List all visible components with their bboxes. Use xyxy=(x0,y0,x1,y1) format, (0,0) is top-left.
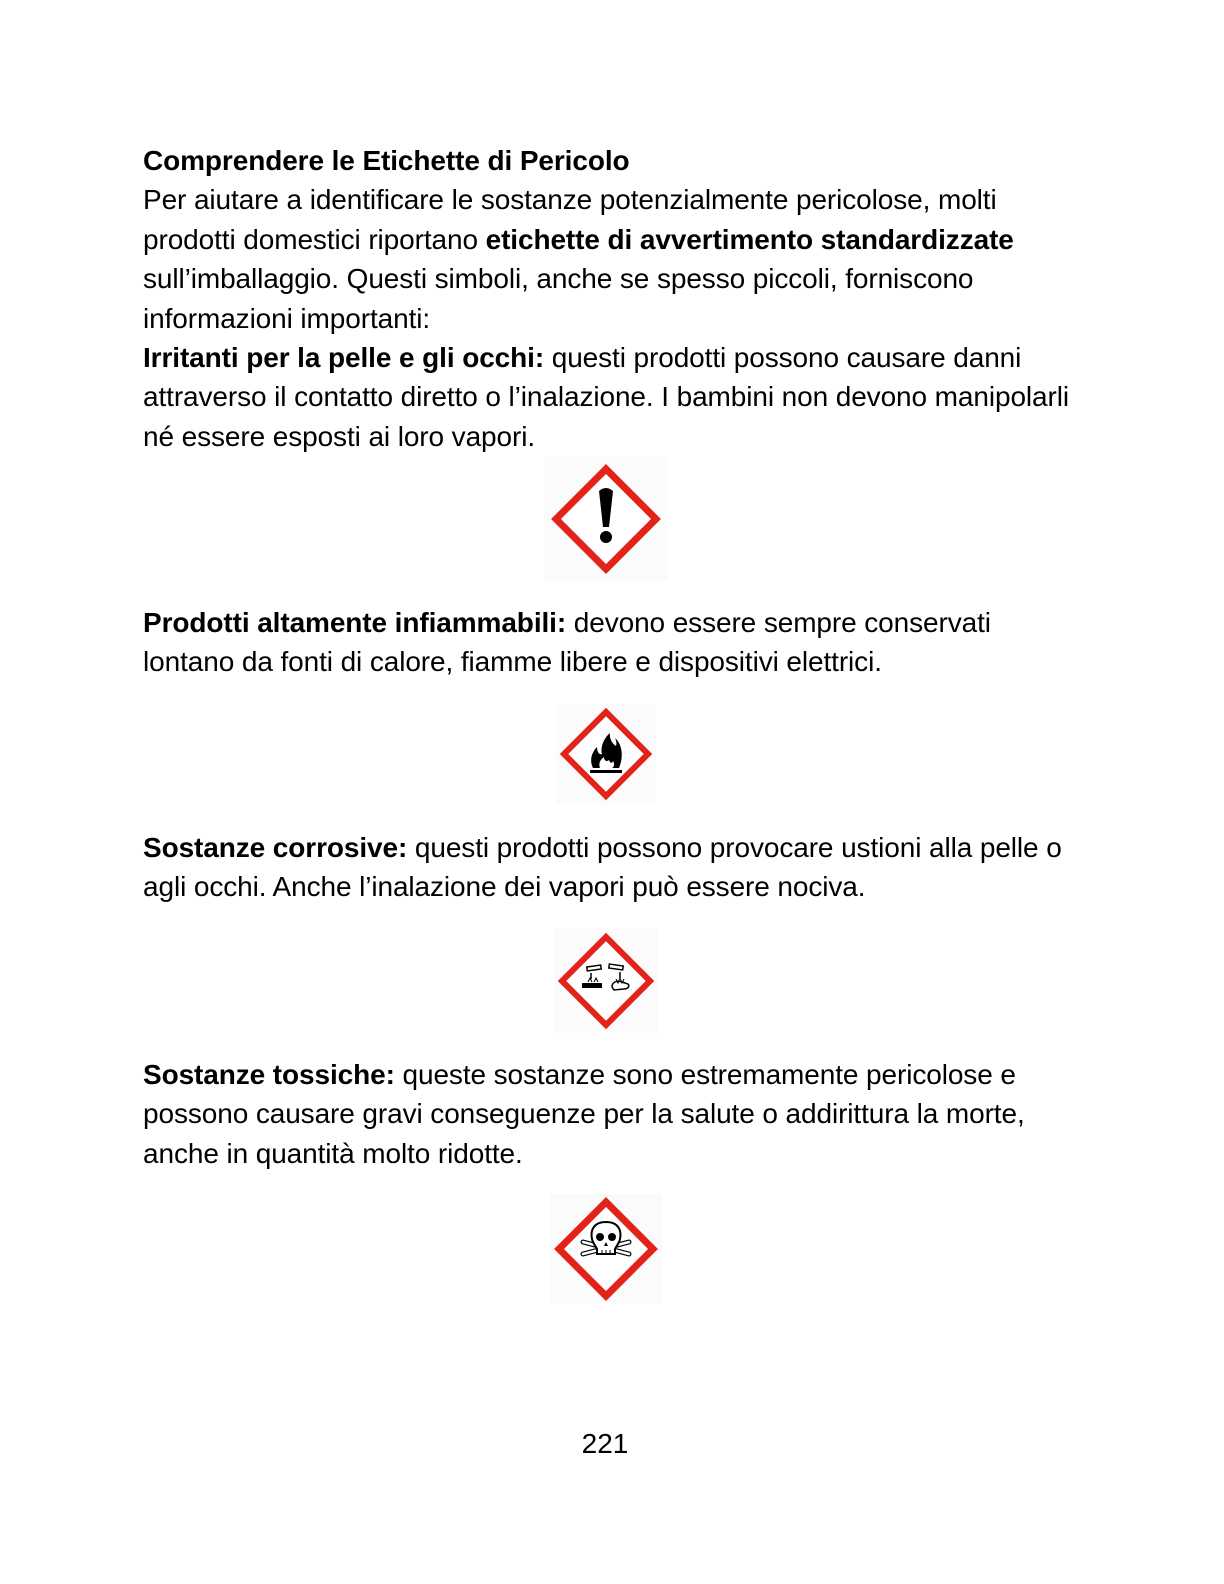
section-irritants xyxy=(143,338,1083,456)
section-text: questi prodotti possono provocare ustioni alla pelle o agli occhi. Anche l’inalazione dei vapori può essere nociva. xyxy=(143,832,1062,903)
intro-paragraph: Per aiutare a identificare le sostanze potenzialmente pericolose, molti prodotti domestici riportano etichette di avvertimento standardizzate sull’imballaggio. Questi simboli, anche se spesso piccoli, forniscono informazioni importanti: xyxy=(143,184,1014,334)
section-text: devono essere sempre conservati lontano da fonti di calore, fiamme libere e dispositivi elettrici. xyxy=(143,607,991,678)
section-title: Irritanti per la pelle e gli occhi: xyxy=(143,342,545,374)
flame-icon xyxy=(556,704,656,804)
exclamation-mark-icon xyxy=(544,457,668,581)
page-number: 221 xyxy=(581,1428,629,1459)
page-heading: Comprendere le Etichette di Pericolo xyxy=(143,145,630,176)
section-toxic xyxy=(143,1055,1083,1173)
intro-bold: etichette di avvertimento standardizzate xyxy=(485,223,1014,255)
skull-crossbones-icon xyxy=(550,1194,662,1304)
section-corrosive xyxy=(143,828,1083,907)
section-title: Sostanze corrosive: xyxy=(143,832,408,863)
corrosion-icon xyxy=(554,929,658,1033)
intro-block xyxy=(143,141,1083,456)
section-title: Prodotti altamente infiammabili: xyxy=(143,607,567,638)
section-flammable xyxy=(143,603,1083,682)
section-text: queste sostanze sono estremamente pericolose e possono causare gravi conseguenze per la salute o addirittura la morte, anche in quantità molto ridotte. xyxy=(143,1059,1025,1169)
section-title: Sostanze tossiche: xyxy=(143,1059,395,1090)
section-text: questi prodotti possono causare danni attraverso il contatto diretto o l’inalazione. I bambini non devono manipolarli né essere esposti ai loro vapori. xyxy=(143,342,1069,452)
